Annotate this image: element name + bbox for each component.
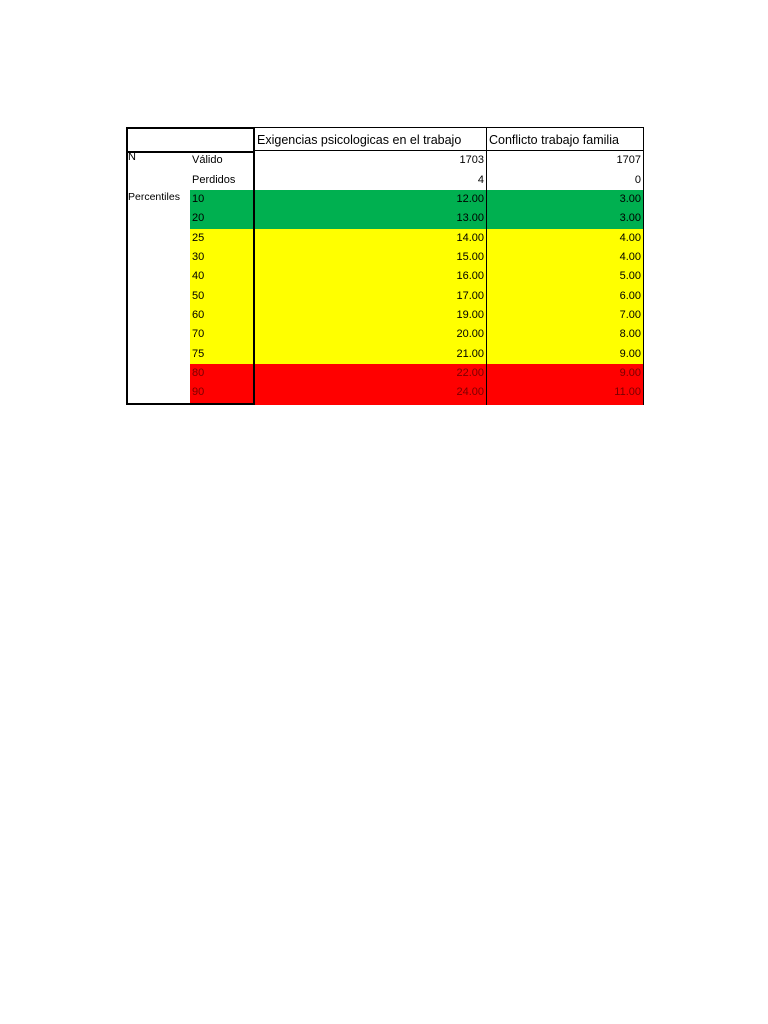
value-exigencias: 14.00 xyxy=(456,232,484,244)
value-exigencias: 17.00 xyxy=(456,290,484,302)
value-conflicto: 5.00 xyxy=(619,270,641,282)
value-conflicto: 3.00 xyxy=(619,193,641,205)
value-exigencias: 15.00 xyxy=(456,251,484,263)
value-conflicto: 9.00 xyxy=(619,367,641,379)
value-exigencias: 1703 xyxy=(459,154,484,166)
value-conflicto: 4.00 xyxy=(619,232,641,244)
value-exigencias: 12.00 xyxy=(456,193,484,205)
group-label-n: N xyxy=(128,151,136,163)
value-conflicto: 4.00 xyxy=(619,251,641,263)
row-label: 10 xyxy=(192,193,205,205)
value-exigencias: 22.00 xyxy=(456,367,484,379)
value-conflicto: 9.00 xyxy=(619,348,641,360)
value-exigencias: 19.00 xyxy=(456,309,484,321)
row-label: 80 xyxy=(192,367,205,379)
value-conflicto: 7.00 xyxy=(619,309,641,321)
row-label: Perdidos xyxy=(192,174,236,186)
percentile-table xyxy=(126,127,644,405)
value-exigencias: 16.00 xyxy=(456,270,484,282)
value-exigencias: 20.00 xyxy=(456,328,484,340)
row-label: 25 xyxy=(192,232,205,244)
row-label: 40 xyxy=(192,270,205,282)
value-conflicto: 3.00 xyxy=(619,212,641,224)
row-label: 60 xyxy=(192,309,205,321)
value-conflicto: 0 xyxy=(634,174,641,186)
value-conflicto: 11.00 xyxy=(614,386,641,398)
value-conflicto: 1707 xyxy=(616,154,641,166)
row-label: 70 xyxy=(192,328,205,340)
value-exigencias: 21.00 xyxy=(456,348,484,360)
group-label-percentiles: Percentiles xyxy=(128,191,180,203)
value-conflicto: 6.00 xyxy=(619,290,641,302)
value-exigencias: 24.00 xyxy=(456,386,484,398)
value-exigencias: 13.00 xyxy=(456,212,484,224)
header-conflicto: Conflicto trabajo familia xyxy=(489,133,619,147)
row-label: 90 xyxy=(192,386,205,398)
value-conflicto: 8.00 xyxy=(619,328,641,340)
header-exigencias: Exigencias psicologicas en el trabajo xyxy=(257,133,462,147)
row-label: 50 xyxy=(192,290,205,302)
row-label: 30 xyxy=(192,251,205,263)
top-border xyxy=(255,127,644,128)
row-label: 75 xyxy=(192,348,205,360)
row-label: 20 xyxy=(192,212,205,224)
value-exigencias: 4 xyxy=(477,174,484,186)
row-label: Válido xyxy=(192,154,223,166)
